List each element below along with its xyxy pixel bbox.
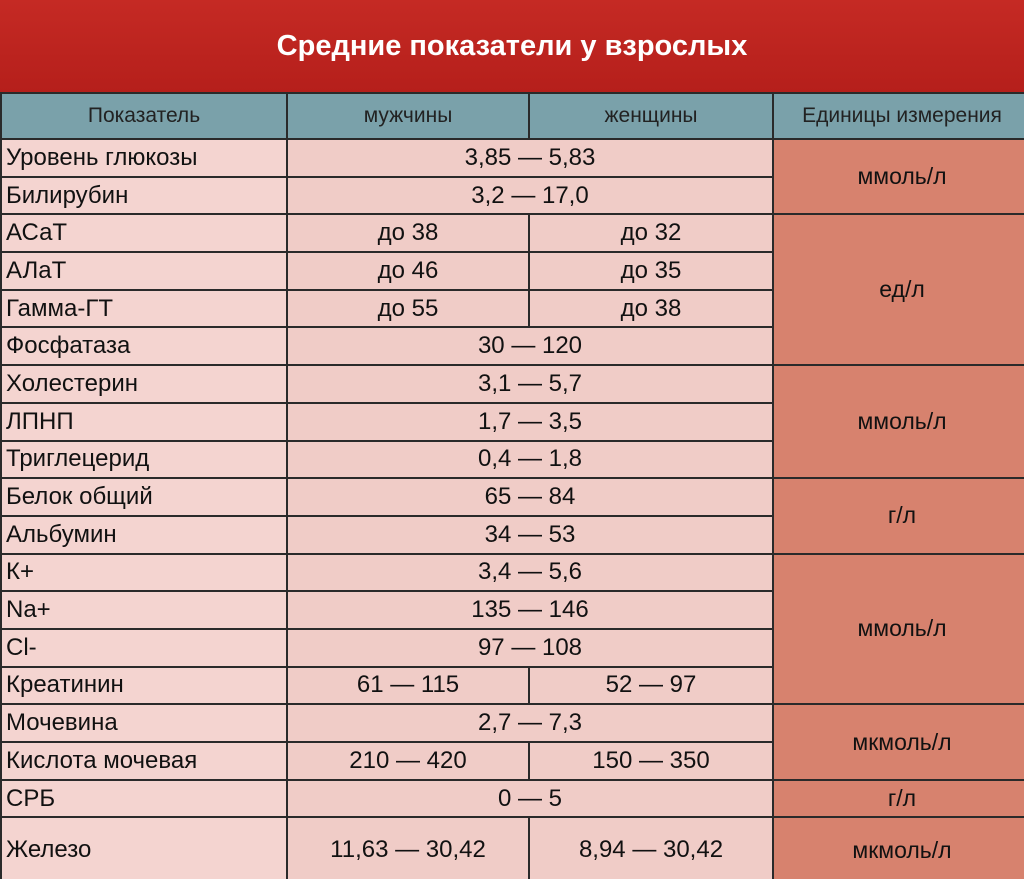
header-indicator: Показатель bbox=[1, 93, 287, 139]
men-value-cell: до 55 bbox=[287, 290, 529, 328]
shared-value-cell: 3,1 — 5,7 bbox=[287, 365, 773, 403]
unit-cell: ед/л bbox=[773, 214, 1024, 365]
indicator-name-cell: Билирубин bbox=[1, 177, 287, 215]
indicator-name-cell: Креатинин bbox=[1, 667, 287, 705]
women-value-cell: 8,94 — 30,42 bbox=[529, 817, 773, 879]
men-value-cell: 210 — 420 bbox=[287, 742, 529, 780]
table-header-row bbox=[1, 93, 1024, 139]
shared-value-cell: 30 — 120 bbox=[287, 327, 773, 365]
shared-value-cell: 97 — 108 bbox=[287, 629, 773, 667]
indicator-name-cell: Гамма-ГТ bbox=[1, 290, 287, 328]
shared-value-cell: 3,2 — 17,0 bbox=[287, 177, 773, 215]
indicator-name-cell: Мочевина bbox=[1, 704, 287, 742]
indicator-name-cell: АСаТ bbox=[1, 214, 287, 252]
indicator-name-cell: Альбумин bbox=[1, 516, 287, 554]
women-value-cell: 52 — 97 bbox=[529, 667, 773, 705]
indicator-name-cell: Cl- bbox=[1, 629, 287, 667]
indicator-name-cell: Триглецерид bbox=[1, 441, 287, 479]
indicator-name-cell: Фосфатаза bbox=[1, 327, 287, 365]
table-row bbox=[1, 214, 1024, 252]
table-row bbox=[1, 817, 1024, 879]
unit-cell: ммоль/л bbox=[773, 365, 1024, 478]
indicator-name-cell: Na+ bbox=[1, 591, 287, 629]
table-row bbox=[1, 554, 1024, 592]
indicator-name-cell: Белок общий bbox=[1, 478, 287, 516]
shared-value-cell: 3,4 — 5,6 bbox=[287, 554, 773, 592]
indicator-name-cell: Железо bbox=[1, 817, 287, 879]
shared-value-cell: 2,7 — 7,3 bbox=[287, 704, 773, 742]
indicator-name-cell: ЛПНП bbox=[1, 403, 287, 441]
men-value-cell: до 46 bbox=[287, 252, 529, 290]
indicator-name-cell: АЛаТ bbox=[1, 252, 287, 290]
table-row bbox=[1, 139, 1024, 177]
reference-table-container bbox=[0, 92, 1024, 879]
table-row bbox=[1, 780, 1024, 818]
table-row bbox=[1, 704, 1024, 742]
shared-value-cell: 3,85 — 5,83 bbox=[287, 139, 773, 177]
header-units: Единицы измерения bbox=[773, 93, 1024, 139]
page-title: Средние показатели у взрослых bbox=[0, 0, 1024, 92]
shared-value-cell: 0,4 — 1,8 bbox=[287, 441, 773, 479]
shared-value-cell: 135 — 146 bbox=[287, 591, 773, 629]
unit-cell: ммоль/л bbox=[773, 554, 1024, 705]
women-value-cell: до 35 bbox=[529, 252, 773, 290]
shared-value-cell: 65 — 84 bbox=[287, 478, 773, 516]
shared-value-cell: 1,7 — 3,5 bbox=[287, 403, 773, 441]
header-men: мужчины bbox=[287, 93, 529, 139]
unit-cell: ммоль/л bbox=[773, 139, 1024, 214]
unit-cell: г/л bbox=[773, 478, 1024, 553]
indicator-name-cell: СРБ bbox=[1, 780, 287, 818]
men-value-cell: 61 — 115 bbox=[287, 667, 529, 705]
table-row bbox=[1, 365, 1024, 403]
unit-cell: мкмоль/л bbox=[773, 704, 1024, 779]
header-women: женщины bbox=[529, 93, 773, 139]
shared-value-cell: 34 — 53 bbox=[287, 516, 773, 554]
women-value-cell: до 38 bbox=[529, 290, 773, 328]
shared-value-cell: 0 — 5 bbox=[287, 780, 773, 818]
men-value-cell: 11,63 — 30,42 bbox=[287, 817, 529, 879]
women-value-cell: до 32 bbox=[529, 214, 773, 252]
unit-cell: мкмоль/л bbox=[773, 817, 1024, 879]
men-value-cell: до 38 bbox=[287, 214, 529, 252]
indicator-name-cell: Холестерин bbox=[1, 365, 287, 403]
indicator-name-cell: Уровень глюкозы bbox=[1, 139, 287, 177]
indicator-name-cell: К+ bbox=[1, 554, 287, 592]
unit-cell: г/л bbox=[773, 780, 1024, 818]
indicator-name-cell: Кислота мочевая bbox=[1, 742, 287, 780]
table-body bbox=[1, 139, 1024, 879]
reference-values-table bbox=[0, 92, 1024, 879]
women-value-cell: 150 — 350 bbox=[529, 742, 773, 780]
table-row bbox=[1, 478, 1024, 516]
